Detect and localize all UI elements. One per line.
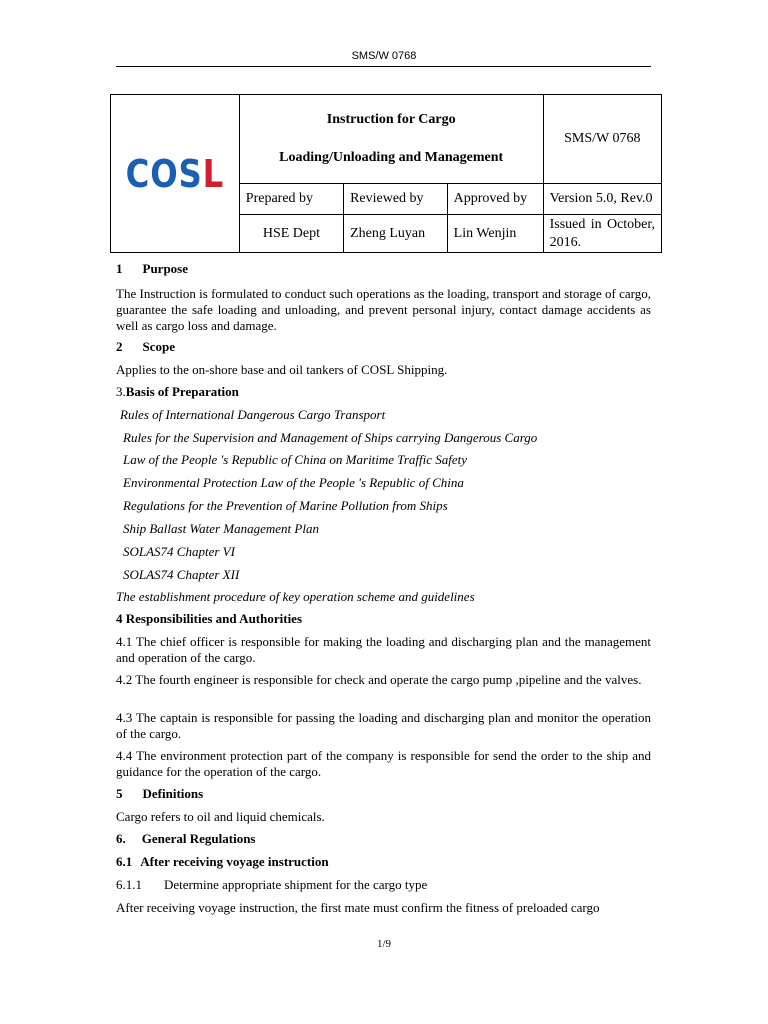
document-control-table: [110, 94, 662, 253]
basis-item: Ship Ballast Water Management Plan: [123, 521, 319, 536]
basis-item: SOLAS74 Chapter XII: [123, 567, 240, 582]
basis-item: Environmental Protection Law of the People 's Republic of China: [123, 475, 464, 490]
responsibility-item: 4.3 The captain is responsible for passing the loading and discharging plan and monitor the operation of the cargo.: [116, 710, 651, 741]
prepared-by-label: Prepared by: [239, 184, 343, 215]
document-title: Instruction for Cargo Loading/Unloading and Management: [239, 95, 543, 184]
section-2-heading: 2 Scope: [116, 339, 175, 354]
basis-item: Rules for the Supervision and Management of Ships carrying Dangerous Cargo: [123, 430, 538, 445]
responsibility-item: 4.2 The fourth engineer is responsible for check and operate the cargo pump ,pipeline and the valves.: [116, 672, 642, 687]
section-2-body: Applies to the on-shore base and oil tankers of COSL Shipping.: [116, 362, 448, 377]
responsibility-item: 4.1 The chief officer is responsible for making the loading and discharging plan and the management and operation of the cargo.: [116, 634, 651, 665]
section-6-1-1-heading: 6.1.1 Determine appropriate shipment for the cargo type: [116, 877, 428, 892]
logo-cell: [111, 95, 240, 253]
section-6-1-heading: 6.1 After receiving voyage instruction: [116, 854, 329, 869]
approved-by-value: Lin Wenjin: [447, 215, 543, 253]
section-1-heading: 1 Purpose: [116, 261, 188, 276]
running-header-code: SMS/W 0768: [351, 50, 417, 62]
section-6-1-1-body: After receiving voyage instruction, the first mate must confirm the fitness of preloaded cargo: [116, 900, 600, 915]
section-4-heading: 4 Responsibilities and Authorities: [116, 611, 303, 626]
basis-item: The establishment procedure of key operation scheme and guidelines: [116, 589, 475, 604]
reviewed-by-label: Reviewed by: [344, 184, 448, 215]
version-cell: Version 5.0, Rev.0: [543, 184, 661, 215]
prepared-by-value: HSE Dept: [239, 215, 343, 253]
section-6-heading: 6. General Regulations: [116, 831, 256, 846]
reviewed-by-value: Zheng Luyan: [344, 215, 448, 253]
section-5-heading: 5 Definitions: [116, 786, 204, 801]
header-rule: [116, 66, 651, 67]
cosl-logo: COSL: [125, 151, 225, 196]
section-1-body: The Instruction is formulated to conduct such operations as the loading, transport and storage of cargo, guarantee the safe loading and unloading, and prevent personal injury, contact damage accidents as well as cargo loss and damage.: [116, 286, 651, 333]
document-code: SMS/W 0768: [543, 95, 661, 184]
approved-by-label: Approved by: [447, 184, 543, 215]
responsibility-item: 4.4 The environment protection part of the company is responsible for send the order to the ship and guidance for the operation of the cargo.: [116, 748, 651, 779]
section-3-heading: 3.Basis of Preparation: [116, 384, 239, 399]
issued-date: Issued in October, 2016.: [543, 215, 661, 253]
basis-item: Law of the People 's Republic of China on Maritime Traffic Safety: [123, 452, 467, 467]
page-number: 1/9: [376, 938, 392, 950]
basis-item: SOLAS74 Chapter VI: [123, 544, 235, 559]
basis-item: Regulations for the Prevention of Marine Pollution from Ships: [123, 498, 448, 513]
basis-item: Rules of International Dangerous Cargo Transport: [120, 407, 386, 422]
section-5-body: Cargo refers to oil and liquid chemicals.: [116, 809, 325, 824]
